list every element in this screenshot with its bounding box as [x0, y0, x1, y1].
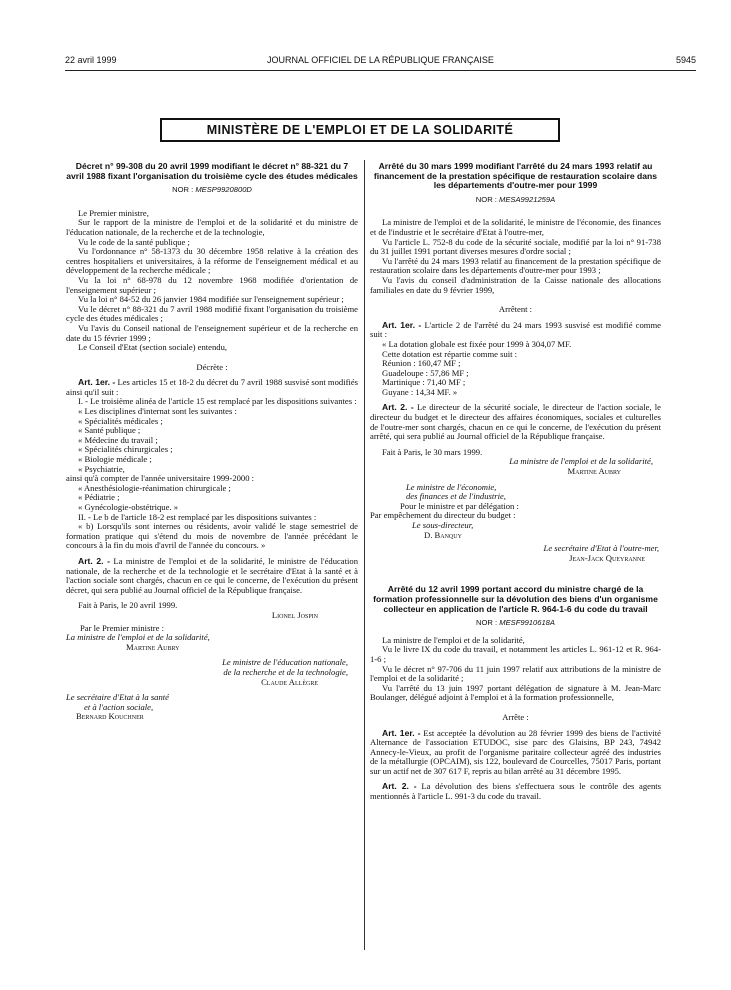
arrete-para: Vu l'avis du conseil d'administration de la Caisse nationale des allocations familiales en date du 9 février 1999, [370, 274, 661, 295]
list-item: « Les disciplines d'internat sont les suivantes : [78, 406, 237, 417]
right-column [370, 162, 661, 802]
signature-title: et à l'action sociale, [84, 701, 154, 712]
signature-name: Jean-Jack Queyranne [569, 552, 645, 563]
arrete-2-nor: NOR : MESF9910618A [476, 618, 555, 628]
decree-nor: NOR : MESP9920800D [172, 185, 252, 195]
arrete-para: La ministre de l'emploi et de la solidarité, le ministre de l'économie, des finances et de l'industrie et le secrétaire d'Etat à l'outre-mer, [370, 217, 661, 237]
decree-fait: Fait à Paris, le 20 avril 1999. [78, 600, 178, 611]
list-item: « Spécialités chirurgicales ; [78, 444, 173, 455]
decree-para: Le Conseil d'Etat (section sociale) entendu, [78, 342, 228, 353]
arrete-heading: Arrête : [502, 711, 529, 722]
list-item: « Anesthésiologie-réanimation chirurgicale ; [78, 482, 231, 493]
arrete-2-title: Arrêté du 12 avril 1999 portant accord du ministre chargé de la formation professionnelle sur la dévolution des biens d'un organisme collecteur en application de l'article R. 964-1-6 du code du travail [373, 584, 658, 614]
signature-delegation: Pour le ministre et par délégation : [400, 500, 519, 511]
signature-name: Claude Allègre [261, 676, 318, 687]
decree-article-1: Art. 1er. - Les articles 15 et 18-2 du décret du 7 avril 1988 susvisé sont modifiés ainsi qu'il suit : [66, 377, 358, 397]
signature-title: Le secrétaire d'Etat à l'outre-mer, [543, 543, 659, 554]
decree-para: Vu la loi n° 68-978 du 12 novembre 1968 modifiée d'orientation de l'enseignement supérieur ; [66, 274, 358, 295]
list-item: Guadeloupe : 57,86 MF ; [382, 367, 469, 378]
list-item: « Spécialités médicales ; [78, 415, 163, 426]
list-item: Guyane : 14,34 MF. » [382, 386, 458, 397]
signature-premier-ministre: Lionel Jospin [271, 609, 318, 620]
decree-article-2: Art. 2. - La ministre de l'emploi et de la solidarité, le ministre de l'éducation nationale, de la recherche et de la technologie et le secrétaire d'Etat à la santé et à l'action sociale sont chargés, chacun en ce qui le concerne, de l'exécution du présent décret, qui sera publié au Journal officiel de la République française. [66, 555, 358, 595]
header-rule [65, 70, 696, 71]
decree-ainsi: ainsi qu'à compter de l'année universitaire 1999-2000 : [66, 473, 255, 484]
arrete-dotation: « La dotation globale est fixée pour 1999 à 304,07 MF. [382, 338, 572, 349]
decree-nor-code: MESP9920800D [195, 185, 252, 195]
decrete-heading: Décrète : [196, 361, 228, 372]
decree-para: Vu le décret n° 88-321 du 7 avril 1988 modifié fixant l'organisation du troisième cycle des études médicales ; [66, 303, 358, 324]
arrete-para: Vu le décret n° 97-706 du 11 juin 1997 relatif aux attributions de la ministre de l'emploi et de la solidarité ; [370, 663, 661, 684]
signature-title: Le ministre de l'éducation nationale, [222, 657, 348, 668]
decree-para: Vu la loi n° 84-52 du 26 janvier 1984 modifiée sur l'enseignement supérieur ; [78, 294, 344, 305]
decree-article-1-ii: II. - Le b de l'article 18-2 est remplacé par les dispositions suivantes : [78, 511, 317, 522]
signature-title: Le secrétaire d'Etat à la santé [66, 692, 169, 703]
page-header [65, 55, 696, 69]
decree-title: Décret n° 99-308 du 20 avril 1999 modifiant le décret n° 88-321 du 7 avril 1988 fixant l'organisation du troisième cycle des études médicales [66, 161, 358, 181]
ministry-title-box [160, 118, 560, 142]
arrete-para: La ministre de l'emploi et de la solidarité, [382, 634, 525, 645]
arrete-2-article-1: Art. 1er. - Est acceptée la dévolution au 28 février 1999 des biens de l'activité Alternance de l'association ETUDOC, sise parc des Glaisins, BP 243, 74942 Annecy-le-Vieux, au profit de l'organisme paritaire collecteur agréé des industries de la métallurgie (OPCAIM), sis 122, boulevard de Courcelles, 75017 Paris, portant sur un actif net de 307 617 F, repris au bilan arrêté au 31 décembre 1995. [370, 727, 661, 776]
signature-title: Le ministre de l'économie, [406, 481, 497, 492]
signature-empechement: Par empêchement du directeur du budget : [370, 510, 516, 521]
header-page-number: 5945 [675, 55, 696, 65]
arretent-heading: Arrêtent : [498, 304, 533, 315]
arrete-1-title: Arrêté du 30 mars 1999 modifiant l'arrêté du 24 mars 1993 relatif au financement de la prestation spécifique de restauration scolaire dans les départements d'outre-mer pour 1999 [373, 161, 658, 191]
decree-para: Le Premier ministre, [78, 207, 149, 218]
signature-title: des finances et de l'industrie, [406, 491, 506, 502]
decree-article-1-b: « b) Lorsqu'ils sont internes ou résidents, avoir validé le stage semestriel de formation pratique qui s'étend du mois de novembre de l'année précédant le concours à la fin du mois d'avril de l'année du concours. » [66, 521, 358, 551]
arrete-para: Vu le livre IX du code du travail, et notamment les articles L. 961-12 et R. 964-1-6 ; [370, 644, 661, 664]
arrete-1-fait: Fait à Paris, le 30 mars 1999. [382, 446, 483, 457]
list-item: Martinique : 71,40 MF ; [382, 377, 466, 388]
header-journal-title: JOURNAL OFFICIEL DE LA RÉPUBLIQUE FRANÇAISE [267, 55, 494, 65]
arrete-1-nor: NOR : MESA9921259A [475, 194, 556, 204]
arrete-para: Vu l'article L. 752-8 du code de la sécurité sociale, modifié par la loi n° 91-738 du 31 juillet 1991 portant diverses mesures d'ordre social ; [370, 236, 661, 257]
arrete-para: Vu l'arrêté du 13 juin 1997 portant délégation de signature à M. Jean-Marc Boulanger, délégué adjoint à l'emploi et à la formation professionnelle, [370, 682, 661, 703]
arrete-1-article-2: Art. 2. - Le directeur de la sécurité sociale, le directeur de l'action sociale, le directeur du budget et le directeur des affaires économiques, sociales et culturelles de l'outre-mer sont chargés, chacun en ce qui le concerne, de l'exécution du présent arrêté, qui sera publié au Journal officiel de la République française. [370, 402, 661, 442]
ministry-title: MINISTÈRE DE L'EMPLOI ET DE LA SOLIDARITÉ [206, 123, 514, 137]
arrete-para: Vu l'arrêté du 24 mars 1993 relatif au financement de la prestation spécifique de restauration scolaire dans les départements d'outre-mer pour 1993 ; [370, 255, 661, 276]
par-premier-ministre: Par le Premier ministre : [80, 622, 165, 633]
list-item: « Médecine du travail ; [78, 434, 158, 445]
decree-article-1-i: I. - Le troisième alinéa de l'article 15 est remplacé par les dispositions suivantes : [78, 396, 357, 407]
list-item: « Pédiatrie ; [78, 492, 120, 503]
arrete-repartie: Cette dotation est répartie comme suit : [382, 348, 518, 359]
list-item: « Santé publique ; [78, 425, 141, 436]
header-date: 22 avril 1999 [65, 55, 117, 65]
decree-para: Vu le code de la santé publique ; [78, 236, 190, 247]
signature-title: de la recherche et de la technologie, [223, 666, 348, 677]
list-item: « Biologie médicale ; [78, 454, 152, 465]
signature-name: Bernard Kouchner [76, 711, 144, 722]
column-divider [364, 160, 365, 950]
decree-para: Vu l'avis du Conseil national de l'enseignement supérieur et de la recherche en date du 15 février 1999 ; [66, 322, 358, 343]
signature-name: Martine Aubry [567, 466, 621, 477]
signature-title: Le sous-directeur, [412, 520, 474, 530]
signature-title: La ministre de l'emploi et de la solidarité, [509, 456, 653, 467]
list-item: Réunion : 160,47 MF ; [382, 358, 461, 369]
arrete-1-article-1: Art. 1er. - L'article 2 de l'arrêté du 24 mars 1993 susvisé est modifié comme suit : [370, 319, 661, 340]
arrete-2-nor-code: MESF9910618A [499, 618, 555, 628]
signature-title: La ministre de l'emploi et de la solidarité, [66, 632, 210, 643]
arrete-2-article-2: Art. 2. - La dévolution des biens s'effectuera sous le contrôle des agents mentionnés à l'article L. 991-3 du code du travail. [370, 781, 662, 802]
arrete-1-nor-code: MESA9921259A [499, 194, 556, 204]
signature-name: Martine Aubry [126, 641, 180, 652]
signature-name: D. Banquy [424, 529, 462, 540]
list-item: « Gynécologie-obstétrique. » [78, 502, 178, 512]
left-column [66, 162, 358, 722]
decree-para: Vu l'ordonnance n° 58-1373 du 30 décembre 1958 relative à la création des centres hospitaliers et universitaires, à la réforme de l'enseignement médical et au développement de la recherche médicale ; [66, 246, 358, 276]
decree-para: Sur le rapport de la ministre de l'emploi et de la solidarité et du ministre de l'éducation nationale, de la recherche et de la technologie, [66, 217, 358, 237]
list-item: « Psychiatrie, [78, 463, 125, 474]
